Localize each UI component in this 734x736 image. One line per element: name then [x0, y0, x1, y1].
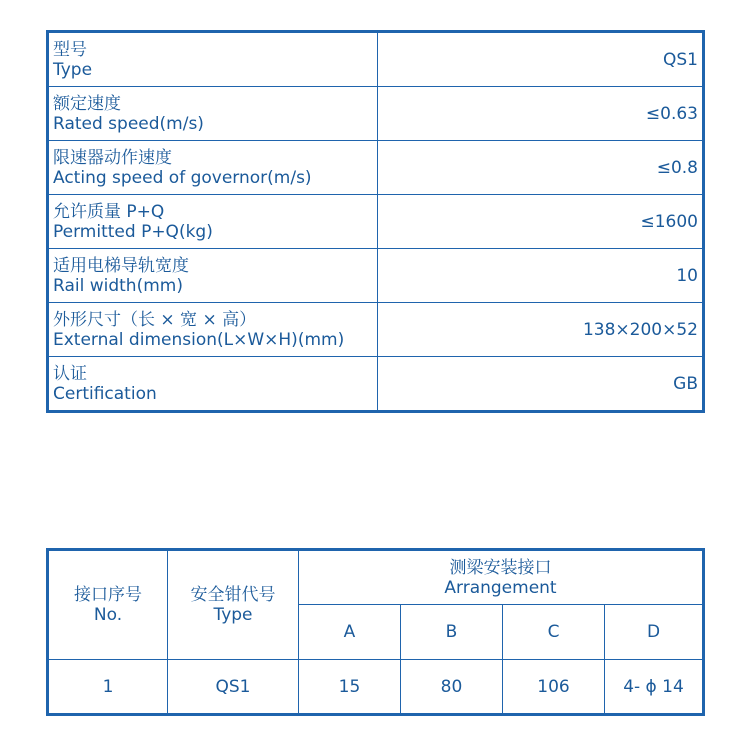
spec-value: ≤0.63 [378, 87, 704, 141]
spec-row-dimension [48, 303, 704, 357]
spec-value: ≤0.8 [378, 141, 704, 195]
label-cn: 适用电梯导轨宽度 [53, 255, 189, 276]
label-en: Permitted P+Q(kg) [53, 221, 213, 242]
label-en: External dimension(L×W×H)(mm) [53, 329, 345, 350]
spec-label [48, 357, 378, 412]
cell-a: 15 [299, 660, 401, 715]
label-en: Rail width(mm) [53, 275, 183, 296]
col-a-header: A [299, 605, 401, 660]
cell-c: 106 [503, 660, 605, 715]
spec-value: GB [378, 357, 704, 412]
header-arrangement [299, 550, 704, 605]
label-en: Certification [53, 383, 157, 404]
cell-b: 80 [401, 660, 503, 715]
col-b-header: B [401, 605, 503, 660]
label-en: Type [53, 59, 93, 80]
spec-table [46, 30, 705, 413]
spec-row-permitted-mass [48, 195, 704, 249]
spec-label [48, 303, 378, 357]
spec-label [48, 195, 378, 249]
spec-row-type [48, 32, 704, 87]
header-type [168, 550, 299, 660]
col-d-header: D [605, 605, 704, 660]
spec-value: ≤1600 [378, 195, 704, 249]
label-cn: 允许质量 P+Q [53, 201, 165, 222]
arr-header-row [48, 550, 704, 605]
arr-data-row [48, 660, 704, 715]
label-en: Acting speed of governor(m/s) [53, 167, 312, 188]
spec-row-acting-speed [48, 141, 704, 195]
spec-label [48, 249, 378, 303]
header-type-en: Type [213, 605, 253, 625]
header-no [48, 550, 168, 660]
header-arr-cn: 测梁安装接口 [449, 557, 552, 578]
cell-no: 1 [48, 660, 168, 715]
spec-label [48, 32, 378, 87]
spec-label [48, 141, 378, 195]
spec-row-rail-width [48, 249, 704, 303]
spec-row-rated-speed [48, 87, 704, 141]
header-arr-en: Arrangement [444, 577, 557, 598]
cell-d: 4- ϕ 14 [605, 660, 704, 715]
label-cn: 限速器动作速度 [53, 147, 172, 168]
spec-value: 138×200×52 [378, 303, 704, 357]
header-type-cn: 安全钳代号 [190, 585, 276, 605]
spec-row-certification [48, 357, 704, 412]
header-no-en: No. [93, 605, 123, 625]
label-cn: 认证 [53, 363, 87, 384]
spec-label [48, 87, 378, 141]
label-en: Rated speed(m/s) [53, 113, 204, 134]
cell-type: QS1 [168, 660, 299, 715]
arrangement-table [46, 548, 705, 716]
label-cn: 外形尺寸（长 × 宽 × 高） [53, 309, 257, 330]
spec-value: 10 [378, 249, 704, 303]
label-cn: 型号 [53, 39, 87, 60]
spec-value: QS1 [378, 32, 704, 87]
col-c-header: C [503, 605, 605, 660]
header-no-cn: 接口序号 [74, 585, 142, 605]
label-cn: 额定速度 [53, 93, 121, 114]
